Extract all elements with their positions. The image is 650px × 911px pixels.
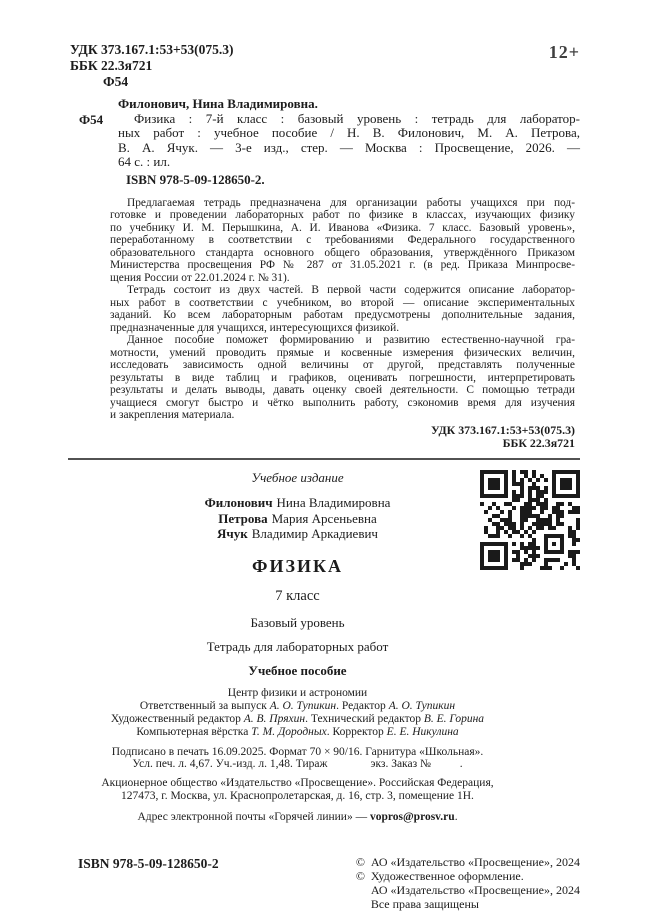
- annotation-line: щения России от 22.01.2024 г. № 31).: [110, 271, 290, 284]
- staff-line: Художественный редактор А. В. Пряхин. Технический редактор В. Е. Горина: [110, 712, 485, 725]
- top-section: [0, 0, 650, 451]
- annotation-line: Данное пособие поможет формированию и развитию естественно-научной гра-: [127, 334, 575, 347]
- isbn-bottom: ISBN 978-5-09-128650-2: [78, 856, 219, 872]
- annotation-line: Предлагаемая тетрадь предназначена для организации работы учащихся при под-: [127, 196, 575, 209]
- catalog-codes: [70, 42, 234, 90]
- annotation-line: по учебнику И. М. Перышкина, А. И. Иванова «Физика. 7 класс. Базовый уровень»,: [110, 221, 575, 234]
- staff-line: Компьютерная вёрстка Т. М. Дородных. Корректор Е. Е. Никулина: [136, 725, 459, 738]
- copyright-line: АО «Издательство «Просвещение», 2024: [356, 884, 580, 898]
- annotation-line: Министерства просвещения РФ № 287 от 31.05.2021 г. (в ред. Приказа Минпросве-: [110, 259, 575, 272]
- annotation-line: и закрепления материала.: [110, 409, 235, 422]
- isbn-top: ISBN 978-5-09-128650-2.: [126, 171, 265, 187]
- copyright-line: © АО «Издательство «Просвещение», 2024: [355, 855, 580, 870]
- publisher-info: [70, 777, 525, 803]
- staff-name: Т. М. Дородных: [251, 725, 327, 738]
- print-line: Усл. печ. л. 4,67. Уч.-изд. л. 1,48. Тираж экз. Заказ № .: [132, 758, 463, 771]
- publishing-center: Центр физики и астрономии: [227, 686, 368, 699]
- author-given: Нина Владимировна: [276, 495, 391, 511]
- footer-section: [0, 856, 650, 911]
- author-surname: Ячук: [217, 526, 248, 542]
- bbk-code-bottom: ББК 22.3я721: [502, 436, 575, 451]
- qr-code: [480, 470, 580, 570]
- author-surname: Филонович: [204, 495, 273, 511]
- bibliographic-record: [79, 96, 580, 188]
- annotation-line: учащиеся смогут быстро и чётко выполнить работу, сэкономив время для изучения: [110, 396, 575, 409]
- annotation-line: Тетрадь состоит из двух частей. В первой части содержится описание лаборатор-: [127, 284, 575, 297]
- udk-code: УДК 373.167.1:53+53(075.3): [70, 42, 234, 57]
- copyright-line: Все права защищены: [356, 898, 580, 911]
- author-given: Мария Арсеньевна: [271, 510, 377, 526]
- annotation-line: мотности, умений проводить прямые и косвенные измерения физических величин,: [110, 346, 575, 359]
- annotation-line: предназначенные для учащихся, интересующихся физикой.: [110, 321, 400, 334]
- annotation-line: исследовать зависимость одной величины от другой, представлять полученные: [110, 359, 575, 372]
- annotation-line: результаты в виде таблиц и графиков, оценивать погрешности, интерпретировать: [110, 371, 575, 384]
- copyright-mark: [356, 898, 371, 911]
- annotation-line: готовке и проведении лабораторных работ по физике в классах, изучающих физику: [110, 209, 575, 222]
- biblio-line: Физика : 7-й класс : базовый уровень : тетрадь для лаборатор-: [134, 110, 580, 126]
- udk-code-bottom: УДК 373.167.1:53+53(075.3): [430, 422, 575, 437]
- annotation: [110, 197, 575, 452]
- biblio-line: ных работ : учебное пособие / Н. В. Филонович, М. А. Петрова,: [118, 125, 580, 141]
- staff-name: В. Е. Горина: [423, 712, 485, 725]
- bbk-code: ББК 22.3я721: [70, 58, 153, 73]
- hotline-email-line: Адрес электронной почты «Горячей линии» — vopros@prosv.ru.: [137, 811, 458, 824]
- annotation-line: ных работ в соответствии с учебником, во второй — описание экспериментальных: [110, 296, 575, 309]
- biblio-line: В. А. Ячук. — 3-е изд., стер. — Москва : Просвещение, 2026. —: [118, 139, 580, 155]
- book-title: ФИЗИКА: [251, 555, 343, 576]
- edition-author: [70, 495, 525, 511]
- edition-section: [0, 460, 650, 823]
- copyright-mark: ©: [355, 869, 365, 884]
- copyright-block: [356, 856, 580, 911]
- edition-type-label: Учебное издание: [251, 470, 344, 486]
- copyright-mark: [356, 884, 371, 898]
- staff-name: А. В. Пряхин: [243, 712, 306, 725]
- copyright-mark: ©: [355, 855, 365, 870]
- biblio-line: 64 с. : ил.: [118, 154, 171, 170]
- annotation-line: переработанному в соответствии с требованиями Федерального государственного: [110, 234, 575, 247]
- edition-text-column: [70, 470, 525, 823]
- publisher-line: 127473, г. Москва, ул. Краснопролетарская, д. 16, стр. 3, помещение 1Н.: [121, 790, 474, 803]
- edition-author: [70, 526, 525, 542]
- annotation-line: образовательного стандарта основного общего образования, утверждённого Приказом: [110, 246, 575, 259]
- biblio-author-sign: Ф54: [79, 112, 104, 127]
- print-line: Подписано в печать 16.09.2025. Формат 70 × 90/16. Гарнитура «Школьная».: [111, 745, 484, 758]
- book-level: Базовый уровень: [250, 614, 345, 630]
- age-rating-badge: 12+: [548, 42, 580, 62]
- staff-name: А. О. Тупикин: [269, 699, 337, 712]
- staff-name: Е. Е. Никулина: [386, 725, 459, 738]
- annotation-line: результаты и делать выводы, давать оценку своей деятельности. С помощью тетради: [110, 384, 575, 397]
- staff-name: А. О. Тупикин: [388, 699, 456, 712]
- book-subtitle: Тетрадь для лабораторных работ: [206, 638, 389, 654]
- print-info: [70, 746, 525, 772]
- author-surname: Петрова: [218, 510, 268, 526]
- biblio-author-heading: Филонович, Нина Владимировна.: [118, 96, 318, 111]
- hotline-email: vopros@prosv.ru: [369, 811, 455, 824]
- publisher-line: Акционерное общество «Издательство «Просвещение». Российская Федерация,: [101, 777, 494, 790]
- book-kind: Учебное пособие: [248, 662, 347, 678]
- staff-line: Ответственный за выпуск А. О. Тупикин. Редактор А. О. Тупикин: [139, 699, 456, 712]
- author-sign-code: Ф54: [103, 74, 129, 89]
- annotation-line: заданий. Ко всем лабораторным работам предусмотрены дополнительные задания,: [110, 309, 575, 322]
- edition-author: [70, 511, 525, 527]
- author-given: Владимир Аркадиевич: [251, 526, 378, 542]
- copyright-line: © Художественное оформление.: [355, 869, 524, 884]
- book-grade: 7 класс: [275, 587, 320, 604]
- annotation-codes: [110, 424, 575, 452]
